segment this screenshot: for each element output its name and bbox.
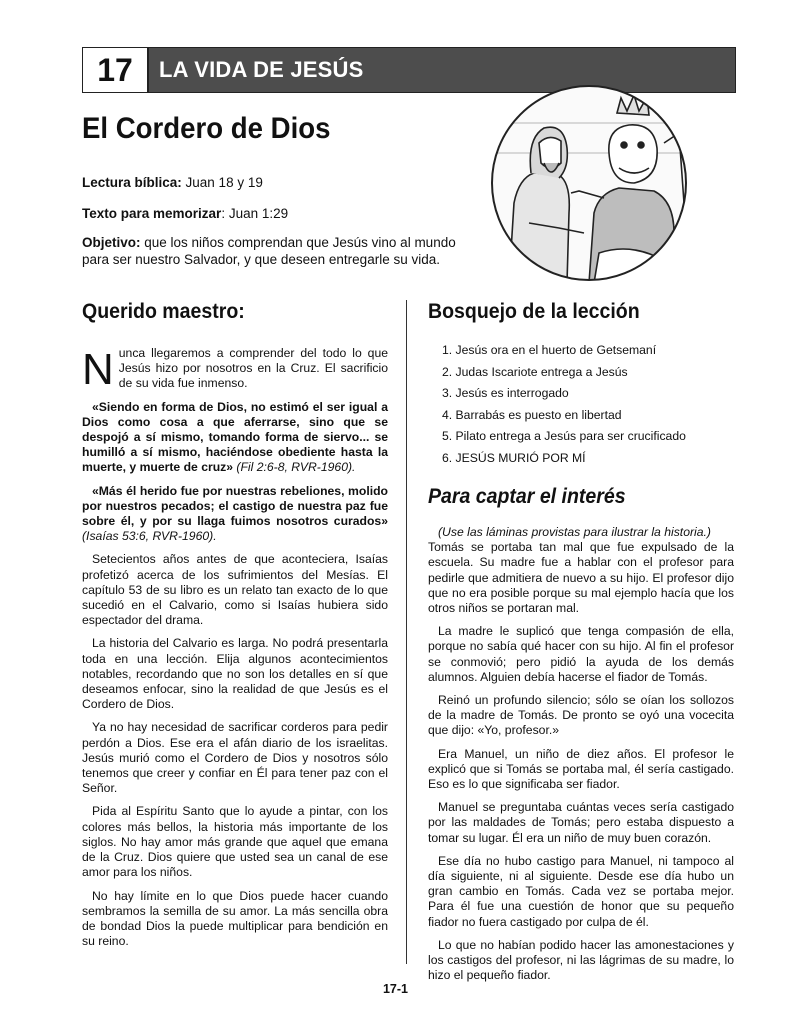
intro-paragraph: Nunca llegaremos a comprender del todo lo que Jesús hizo por nosotros en la Cruz. El sacrificio de su vida fue inmenso. [82,345,388,394]
story-paragraph: Manuel se preguntaba cuántas veces sería castigado por las maldades de Tomás; pero estaba dispuesto a tomar su lugar. Él era un niño de muy buen corazón. [428,800,734,845]
story-paragraph: Reinó un profundo silencio; sólo se oían los sollozos de la madre de Tomás. De pronto se oyó una vocecita que dijo: «Yo, profesor.» [428,693,734,738]
reading-line [82,175,263,190]
outline-item: 5. Pilato entrega a Jesús para ser crucificado [442,429,686,443]
outline-item: 4. Barrabás es puesto en libertad [442,407,622,422]
reading-label: Lectura bíblica: [82,175,182,190]
illustration-note: (Use las láminas provistas para ilustrar la historia.) [438,525,711,539]
reading-value: Juan 18 y 19 [181,175,263,190]
jesus-before-pilate-illustration [489,83,689,283]
outline-item: 6. JESÚS MURIÓ POR MÍ [442,450,586,465]
lesson-number: 17 [83,48,149,92]
objective-text: que los niños comprendan que Jesús vino al mundo para ser nuestro Salvador, y que deseen entregarle su vida. [82,235,456,267]
paragraph: No hay límite en lo que Dios puede hacer cuando sembramos la semilla de su amor. La más sencilla obra de bondad Dios la puede multiplicar para bendición en su reino. [82,888,388,949]
right-column [428,300,734,991]
story-paragraph: Lo que no habían podido hacer las amonestaciones y los castigos del profesor, ni las lágrimas de su madre, lo hizo el pequeño fiador. [428,937,734,983]
quote-philippians: «Siendo en forma de Dios, no estimó el ser igual a Dios como cosa a que aferrarse, sino que se despojó a sí mismo, tomando forma de siervo... se humilló a sí mismo, haciéndose obediente hasta la muerte, y muerte de cruz» (Fil 2:6-8, RVR-1960). [82,399,388,475]
outline-item: 2. Judas Iscariote entrega a Jesús [442,364,628,379]
quote-isaiah: «Más él herido fue por nuestras rebeliones, molido por nuestros pecados; el castigo de nuestra paz fue sobre él, y por su llaga fuimos nosotros curados» (Isaías 53:6, RVR-1960). [82,483,388,544]
outline-item: 1. Jesús ora en el huerto de Getsemaní [442,343,657,357]
lesson-outline [428,340,734,469]
objective-label: Objetivo: [82,235,141,250]
left-column [82,300,388,957]
story-paragraph: Era Manuel, un niño de diez años. El profesor le explicó que si Tomás se portaba mal, él sería castigado. Eso es lo que significaba ser fiador. [428,746,734,792]
story-paragraph: Tomás se portaba tan mal que fue expulsado de la escuela. Su madre fue a hablar con el profesor para pedirle que admitiera de nuevo a su hijo. El profesor dijo que no era posible porque su mal ejemplo hacía que los otros niños se portaran mal. [428,540,734,616]
outline-item: 3. Jesús es interrogado [442,386,569,400]
column-divider [406,300,407,964]
memory-value: : Juan 1:29 [221,206,289,221]
drop-cap: N [82,345,114,394]
outline-heading: Bosquejo de la lección [428,300,640,323]
page-number: 17-1 [382,982,409,996]
page-title: El Cordero de Dios [82,112,331,145]
dear-teacher-heading: Querido maestro: [82,300,245,323]
paragraph: Ya no hay necesidad de sacrificar corderos para pedir perdón a Dios. Ese era el afán diario de los israelitas. Jesús murió como el Cordero de Dios y nosotros sólo tenemos que creer y confiar en Él para tener paz con el Señor. [82,720,388,796]
memory-label: Texto para memorizar [82,206,222,221]
unit-title: LA VIDA DE JESÚS [159,57,364,82]
paragraph: Setecientos años antes de que aconteciera, Isaías profetizó acerca de los sufrimientos del Mesías. El capítulo 53 de su libro es un relato tan exacto de lo que sucedió en el Calvario, como si Isaías hubiera sido espectador del drama. [82,552,388,628]
objective [82,234,482,268]
interest-heading: Para captar el interés [428,485,626,508]
story-paragraph: La madre le suplicó que tenga compasión de ella, porque no sabía qué hacer con su hijo. Al fin el profesor se conmovió; pero pidió la ayuda de los demás alumnos. Alguien debía hacerse el fiador de Tomás. [428,624,734,684]
memory-line [82,206,288,221]
story-paragraph: Ese día no hubo castigo para Manuel, ni tampoco al día siguiente, ni al siguiente. Desde ese día hubo un gran cambio en Tomás. Cada vez se portaba mejor. Para él fue una cuestión de honor que su pequeño fiador no fuera castigado por culpa de él. [428,853,734,929]
paragraph: Pida al Espíritu Santo que lo ayude a pintar, con los colores más bellos, la historia más importante de los siglos. No hay amor más grande que aquel que emana de la Cruz. Dios quiere que usted sea un canal de ese amor para los niños. [82,804,388,880]
paragraph: La historia del Calvario es larga. No podrá presentarla toda en una lección. Elija algunos acontecimientos notables, recordando que no son los detalles en sí que deseamos enfocar, sino la realidad de que Jesús es el Cordero de Dios. [82,636,388,712]
